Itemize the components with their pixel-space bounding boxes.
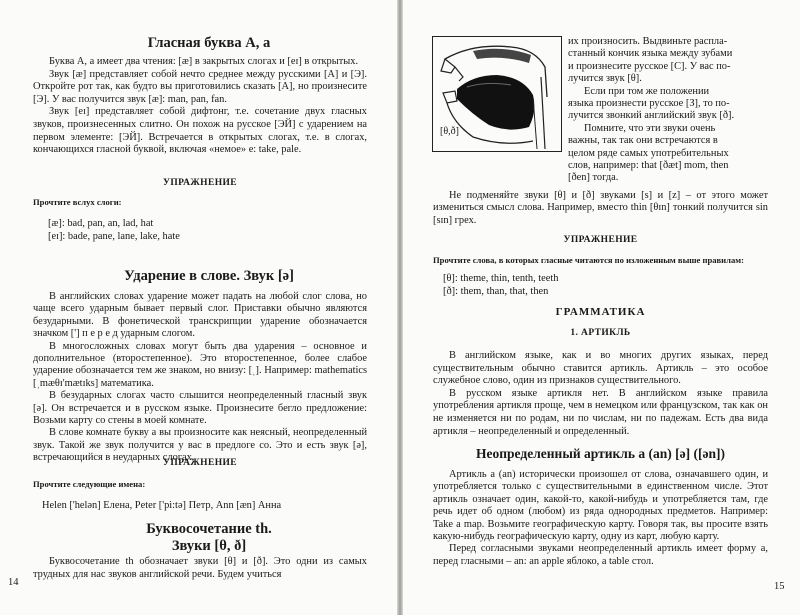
- paragraph: Не подменяйте звуки [θ] и [ð] звуками [s] и [z] – от этого может измениться смысл слова. Например, вместо thin [θɪn] тонкий получится sin [sɪn] грех.: [433, 190, 768, 226]
- section-th-body: [33, 556, 367, 581]
- exercise-instruction: Прочтите слова, в которых гласные читаются по изложенным выше правилам:: [433, 255, 744, 265]
- indefinite-article-heading-block: [423, 445, 778, 462]
- beside-figure-text: [568, 36, 768, 185]
- text-line: [ðen] тогда.: [568, 172, 619, 184]
- text-line: слов, например: that [ðæt] mom, then: [568, 160, 729, 172]
- section-th-heading-block: [54, 521, 364, 555]
- exercise-line: [θ]: theme, thin, tenth, teeth: [443, 273, 559, 284]
- page-number-left: 14: [8, 577, 19, 588]
- exercise-instruction: Прочтите вслух слоги:: [33, 197, 122, 207]
- indefinite-article-body: [433, 469, 768, 568]
- exercise-stress-title-block: [33, 457, 367, 469]
- grammar-heading: ГРАММАТИКА: [555, 306, 646, 318]
- exercise-line: Helen ['helən] Елена, Peter ['pi:tə] Петр, Ann [æn] Анна: [42, 500, 282, 511]
- text-line: целом ряде самых употребительных: [568, 147, 729, 159]
- tongue-position-figure: [432, 36, 562, 152]
- section-th-heading-line1: Буквосочетание th.: [146, 521, 272, 537]
- paragraph: Звук [æ] представляет собой нечто среднее между русскими [А] и [Э]. Откройте рот так, как будто вы приготовились сказать [А], но произнесите [Э]. У вас получится звук [æ]: man, pan, fan.: [33, 68, 367, 105]
- figure-label: [θ,ð]: [440, 126, 459, 137]
- exercise-a-title-block: [33, 177, 367, 189]
- text-line: лучится звук [θ].: [568, 73, 642, 85]
- exercise-title: УПРАЖНЕНИЕ: [162, 458, 238, 468]
- article-heading-block: [433, 327, 768, 339]
- text-line: и произнесите русское [С]. У вас по-: [568, 60, 731, 72]
- exercise-stress-instruction-block: [33, 479, 367, 490]
- paragraph: В слове комнате букву а вы произносите как неясный, неопределенный звук. Такой же звук получится у вас в предлоге со. Это и есть звук [ə], встречающийся в неударных слогах.: [33, 427, 367, 464]
- section-a-body: [33, 56, 367, 157]
- paragraph: В английском языке, как и во многих других языках, перед существительным обычно ставится артикль. Артикль – это особое служебное слово, один из признаков существительного.: [433, 350, 768, 387]
- paragraph: В английских словах ударение может падать на любой слог слова, но чаще всего ударным бывает первый слог. Приставки обычно являются безударными. В фонетической транскрипции ударение обозначается значком ['] п е р е д ударным слогом.: [33, 291, 367, 340]
- exercise-line: [eɪ]: bade, pane, lane, lake, hate: [48, 230, 180, 242]
- text-line: Помните, что эти звуки очень: [584, 122, 716, 134]
- text-line: языка произнести русское [З], то по-: [568, 98, 730, 110]
- section-stress-heading: Ударение в слове. Звук [ə]: [124, 268, 294, 284]
- right-page: [403, 0, 800, 615]
- exercise-line: [ð]: them, than, that, then: [443, 285, 549, 297]
- article-body: [433, 350, 768, 438]
- text-line: Если при том же положении: [584, 85, 710, 97]
- paragraph: В многосложных словах могут быть два ударения – основное и дополнительное (второстепенное). Это второстепенное, более слабое ударение обозначается тем же знаком, но внизу: [ˌ]. Например: mathematics [ˌmæθɪ'mætɪks] математика.: [33, 340, 367, 389]
- paragraph: В русском языке артикля нет. В английском языке правила употребления артикля проще, чем в немецком или французском, так как он не изменяется ни по родам, ни по числам, ни по падежам. Есть два вида артикля – неопределенный и определенный.: [433, 387, 768, 437]
- paragraph: Буква А, а имеет два чтения: [æ] в закрытых слогах и [eɪ] в открытых.: [49, 56, 359, 67]
- text-line: важны, так так они встречаются в: [568, 135, 718, 147]
- exercise-th-instruction-block: [433, 255, 773, 266]
- section-a-heading-block: [54, 35, 364, 52]
- section-stress-heading-block: [54, 268, 364, 285]
- text-line: лучится звонкий английский звук [ð].: [568, 110, 735, 122]
- paragraph: Артикль а (an) исторически произошел от слова, означавшего один, и употребляется только с существительными в единственном числе. Этот артикль означает один, какой-то, какой-нибудь и употребляется там, где речь идет об одном (любом) из ряда однородных предметов. Например: Take a map. Возьмите географическую карту. Говоря так, вы просите взять какую-нибудь географическую карту, одну из карт, любую карту.: [433, 469, 768, 543]
- paragraph: В безударных слогах часто слышится неопределенный гласный звук [ə]. Он встречается и в русском языке. Произнесите бегло предложение: Возьми карту со стены в моей комнате.: [33, 390, 367, 427]
- grammar-heading-block: [433, 306, 768, 318]
- exercise-title: УПРАЖНЕНИЕ: [162, 178, 238, 188]
- article-heading: 1. АРТИКЛЬ: [570, 328, 631, 338]
- exercise-title: УПРАЖНЕНИЕ: [563, 235, 638, 245]
- exercise-a-instruction-block: [33, 197, 367, 208]
- section-stress-body: [33, 291, 367, 465]
- text-line: станный кончик языка между зубами: [568, 48, 733, 60]
- exercise-line: [æ]: bad, pan, an, lad, hat: [48, 218, 154, 229]
- section-a-heading: Гласная буква А, а: [147, 35, 271, 51]
- page-number-right: 15: [774, 581, 785, 592]
- paragraph: Перед согласными звуками неопределенный артикль имеет форму а, перед гласными – an: an apple яблоко, a table стол.: [433, 543, 768, 567]
- paragraph: Звук [eɪ] представляет собой дифтонг, т.е. сочетание двух гласных звуков, произнесенных слитно. Он похож на русское [ЭЙ] с ударением на первом элементе: [ЭЙ]. Встречается в открытых слогах, т.е. в слогах, кончающихся гласной буквой, включая «немое» е: take, pale.: [33, 106, 367, 156]
- exercise-a-lines: [48, 218, 368, 243]
- paragraph: Буквосочетание th обозначает звуки [θ] и [ð]. Это одни из самых трудных для нас звуков английской речи. Будем учиться: [33, 556, 367, 580]
- exercise-stress-line-block: [42, 500, 372, 513]
- section-th-heading-line2: Звуки [θ, ð]: [171, 538, 247, 554]
- left-page: [0, 0, 397, 615]
- th-warning-paragraph-block: [433, 190, 768, 227]
- text-line: их произносить. Выдвиньте распла-: [568, 36, 728, 47]
- exercise-th-title-block: [433, 234, 768, 246]
- exercise-instruction: Прочтите следующие имена:: [33, 479, 146, 489]
- indefinite-article-heading: Неопределенный артикль а (an) [ə] ([ən]): [476, 446, 725, 461]
- exercise-th-lines: [443, 273, 763, 298]
